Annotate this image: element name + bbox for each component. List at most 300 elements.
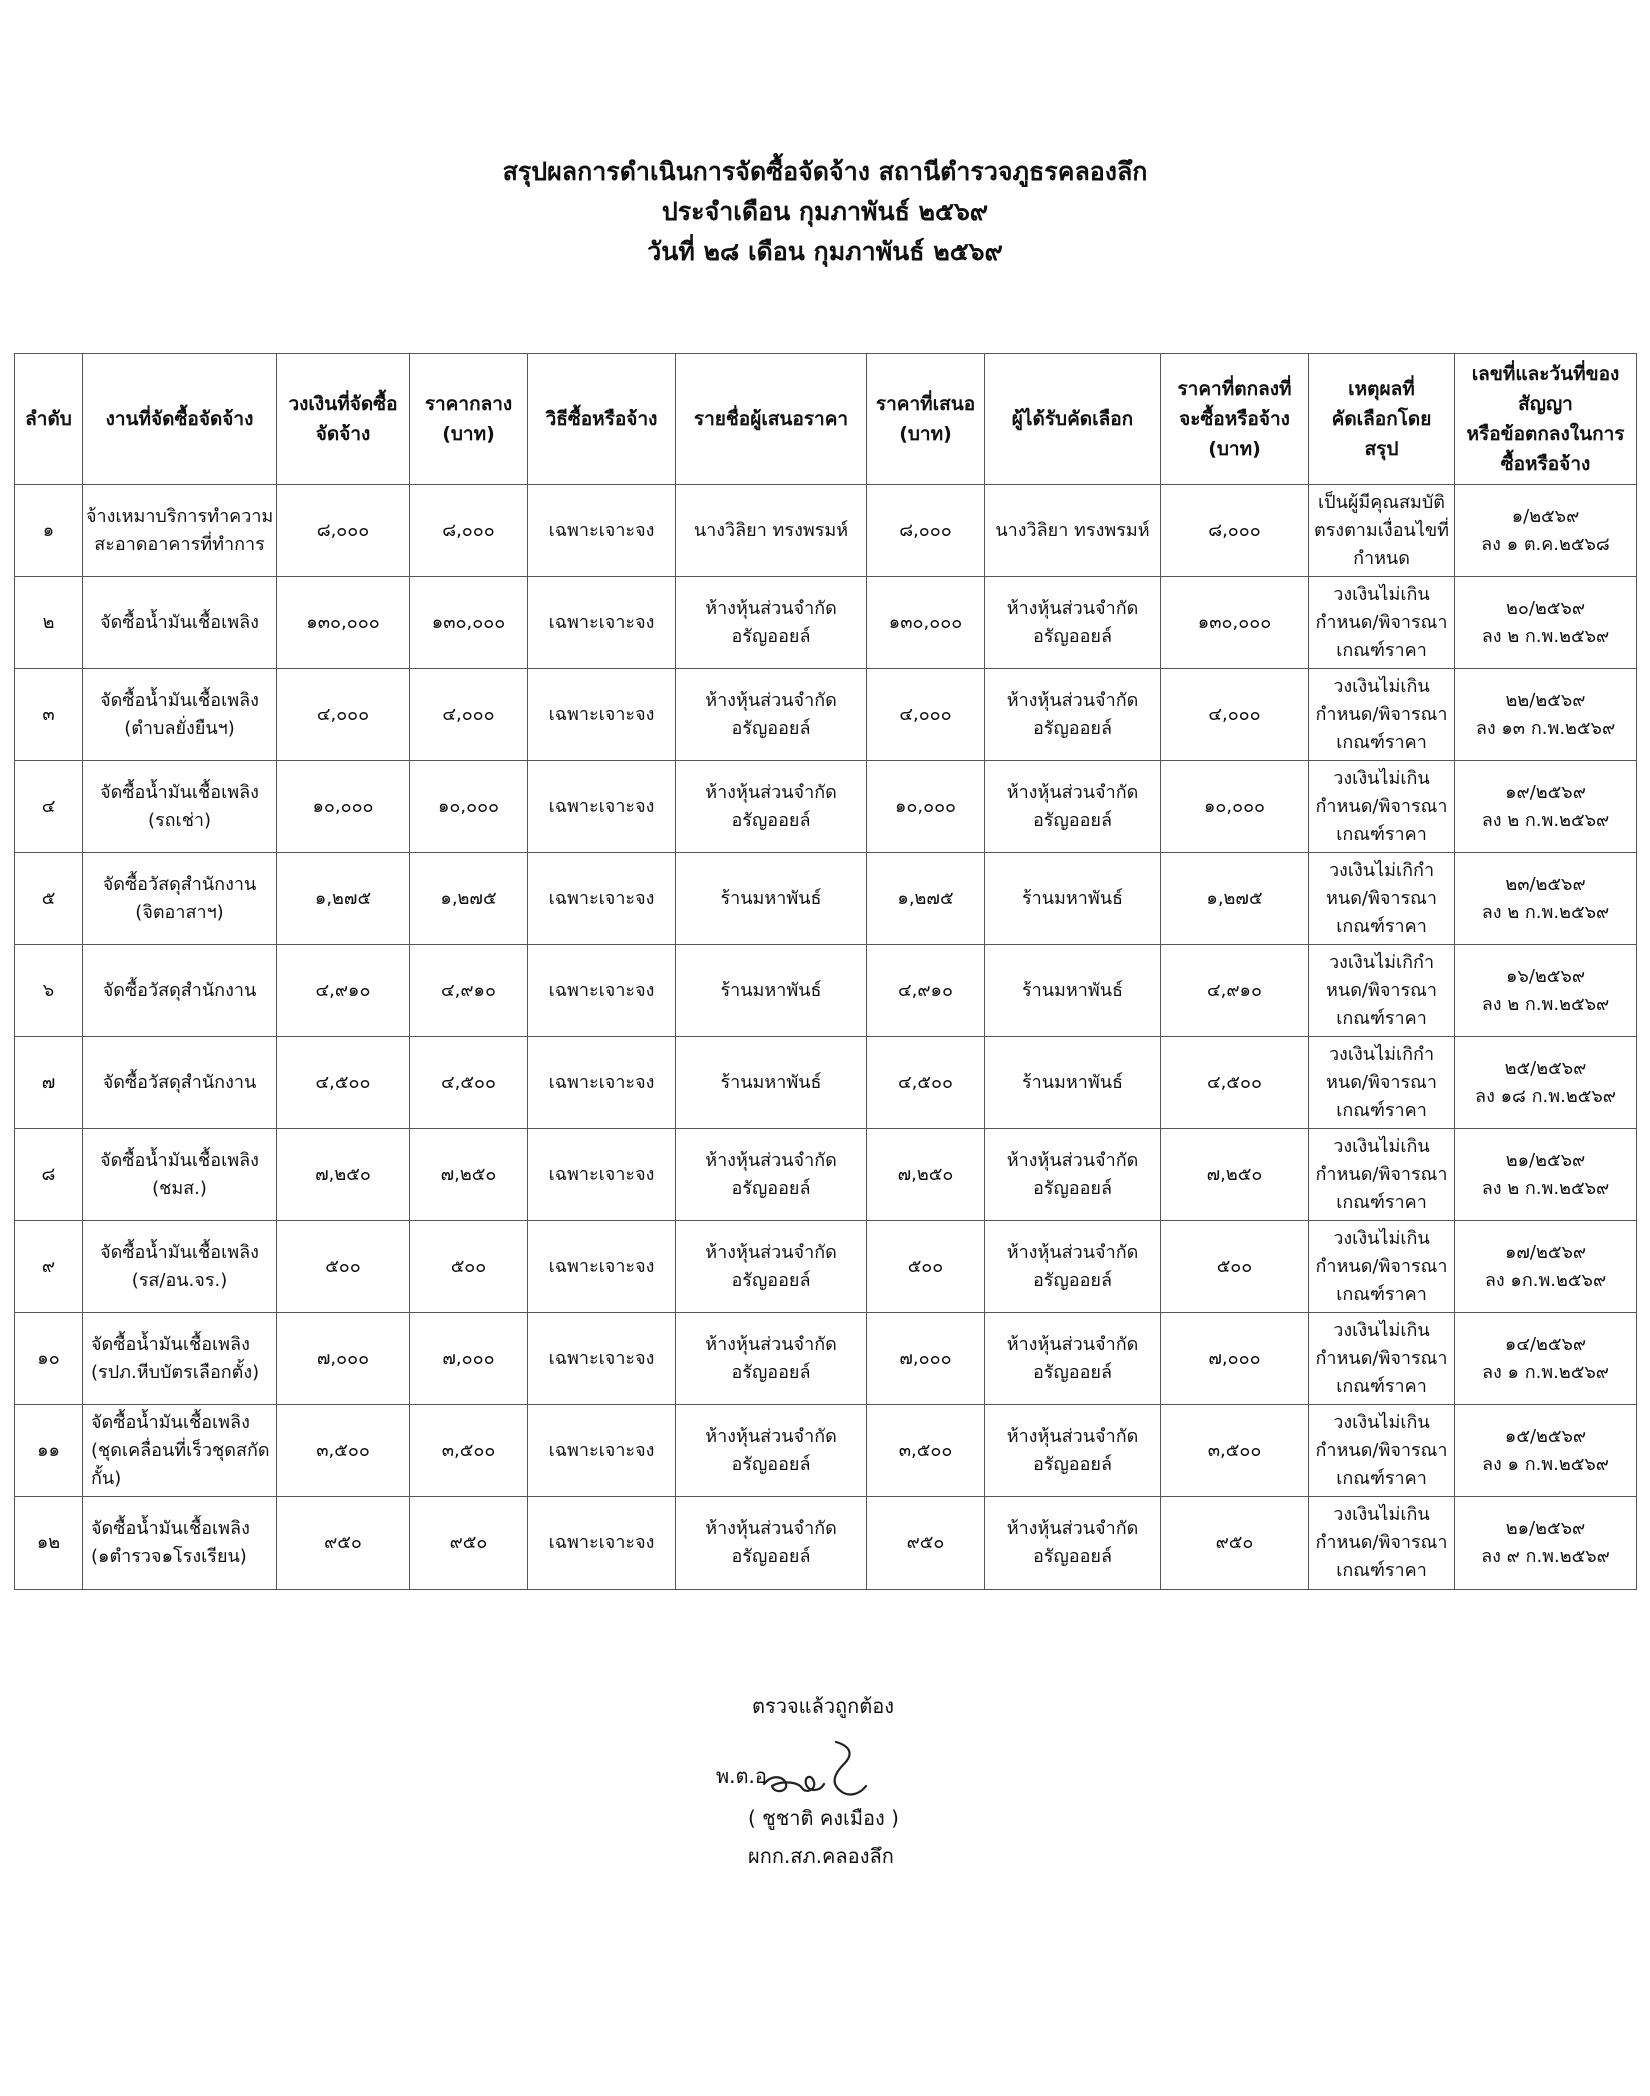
signer-rank: พ.ต.อ bbox=[716, 1764, 767, 1788]
cell-winner bbox=[985, 485, 1161, 577]
cell-reason-line: กำหนด/พิจารณา bbox=[1315, 703, 1448, 725]
cell-median-price: ๑,๒๗๕ bbox=[410, 853, 528, 945]
cell-contract-line: ลง ๒ ก.พ.๒๕๖๙ bbox=[1481, 809, 1610, 831]
cell-winner-line: ห้างหุ้นส่วนจำกัด bbox=[1006, 1425, 1139, 1447]
header-line: (บาท) bbox=[442, 423, 495, 445]
cell-item bbox=[83, 1221, 277, 1313]
cell-method: เฉพาะเจาะจง bbox=[528, 1221, 676, 1313]
cell-reason-line: วงเงินไม่เกิน bbox=[1333, 1135, 1430, 1157]
cell-contract-line: ลง ๒ ก.พ.๒๕๖๙ bbox=[1481, 901, 1610, 923]
cell-item-line: (ชมส.) bbox=[152, 1177, 207, 1199]
cell-winner bbox=[985, 945, 1161, 1037]
cell-item-line: (ชุดเคลื่อนที่เร็วชุดสกัด bbox=[91, 1439, 270, 1461]
cell-bid-price: ๑,๒๗๕ bbox=[867, 853, 985, 945]
cell-contract-line: ลง ๑ก.พ.๒๕๖๙ bbox=[1484, 1269, 1607, 1291]
cell-winner-line: ร้านมหาพันธ์ bbox=[1021, 1071, 1124, 1093]
cell-bidder-line: ห้างหุ้นส่วนจำกัด bbox=[705, 1518, 837, 1539]
header-line: (บาท) bbox=[899, 423, 952, 445]
cell-contract-line: ๒๓/๒๕๖๙ bbox=[1505, 873, 1586, 895]
cell-method: เฉพาะเจาะจง bbox=[528, 1037, 676, 1129]
cell-no: ๖ bbox=[15, 945, 83, 1037]
cell-bidder-line: ห้างหุ้นส่วนจำกัด bbox=[705, 1425, 837, 1447]
cell-item-line: (๑ตำรวจ๑โรงเรียน) bbox=[91, 1546, 247, 1567]
cell-item bbox=[83, 1129, 277, 1221]
cell-no: ๑ bbox=[15, 485, 83, 577]
cell-bidder-line: ร้านมหาพันธ์ bbox=[720, 1071, 822, 1093]
header-line: ราคาที่ตกลงที่ bbox=[1177, 378, 1292, 400]
cell-bid-price: ๓,๕๐๐ bbox=[867, 1405, 985, 1497]
cell-method: เฉพาะเจาะจง bbox=[528, 761, 676, 853]
cell-reason-line: กำหนด/พิจารณา bbox=[1315, 795, 1448, 817]
cell-contract-line: ลง ๑ ต.ค.๒๕๖๘ bbox=[1481, 533, 1610, 555]
cell-reason-line: กำหนด/พิจารณา bbox=[1315, 1255, 1448, 1277]
table-row bbox=[15, 577, 1637, 669]
cell-bidder bbox=[676, 485, 867, 577]
cell-contract-line: ลง ๒ ก.พ.๒๕๖๙ bbox=[1481, 1177, 1610, 1199]
cell-contract bbox=[1455, 1313, 1637, 1405]
table-row bbox=[15, 1313, 1637, 1405]
cell-reason-line: เกณฑ์ราคา bbox=[1336, 1375, 1427, 1397]
cell-median-price: ๓,๕๐๐ bbox=[410, 1405, 528, 1497]
cell-contract bbox=[1455, 577, 1637, 669]
cell-item bbox=[83, 577, 277, 669]
cell-winner-line: อรัญออยล์ bbox=[1032, 717, 1112, 739]
cell-budget: ๗,๐๐๐ bbox=[277, 1313, 410, 1405]
header-line: คัดเลือกโดย bbox=[1331, 408, 1432, 430]
cell-reason-line: หนด/พิจารณา bbox=[1326, 1071, 1437, 1093]
cell-winner-line: ห้างหุ้นส่วนจำกัด bbox=[1006, 1149, 1139, 1171]
cell-agreed-price: ๑๐,๐๐๐ bbox=[1161, 761, 1309, 853]
cell-contract-line: ๑๙/๒๕๖๙ bbox=[1505, 781, 1586, 803]
cell-bid-price: ๑๓๐,๐๐๐ bbox=[867, 577, 985, 669]
cell-winner-line: ห้างหุ้นส่วนจำกัด bbox=[1006, 781, 1139, 803]
table-header-row bbox=[15, 354, 1637, 485]
cell-item-line: จัดซื้อน้ำมันเชื้อเพลิง bbox=[100, 781, 259, 803]
cell-contract-line: ลง ๑๓ ก.พ.๒๕๖๙ bbox=[1475, 717, 1616, 739]
cell-contract-line: ๑๕/๒๕๖๙ bbox=[1504, 1425, 1587, 1447]
cell-bidder bbox=[676, 761, 867, 853]
cell-agreed-price: ๘,๐๐๐ bbox=[1161, 485, 1309, 577]
cell-method: เฉพาะเจาะจง bbox=[528, 577, 676, 669]
cell-item bbox=[83, 1037, 277, 1129]
cell-contract-line: ลง ๒ ก.พ.๒๕๖๙ bbox=[1481, 625, 1610, 647]
cell-winner bbox=[985, 1313, 1161, 1405]
handwritten-signature bbox=[758, 1736, 888, 1806]
cell-reason-line: เกณฑ์ราคา bbox=[1336, 1467, 1427, 1489]
cell-budget: ๑๓๐,๐๐๐ bbox=[277, 577, 410, 669]
cell-bidder bbox=[676, 1313, 867, 1405]
cell-item-line: (รถเช่า) bbox=[147, 809, 212, 831]
cell-bid-price: ๕๐๐ bbox=[867, 1221, 985, 1313]
cell-contract bbox=[1455, 669, 1637, 761]
header-line: (บาท) bbox=[1208, 438, 1261, 460]
cell-reason-line: ตรงตามเงื่อนไขที่ bbox=[1313, 519, 1450, 541]
cell-bidder bbox=[676, 577, 867, 669]
cell-winner-line: อรัญออยล์ bbox=[1032, 1546, 1112, 1567]
cell-reason bbox=[1309, 1405, 1455, 1497]
cell-bidder bbox=[676, 669, 867, 761]
cell-reason-line: เกณฑ์ราคา bbox=[1336, 1560, 1427, 1581]
cell-item bbox=[83, 761, 277, 853]
cell-reason-line: เกณฑ์ราคา bbox=[1336, 1191, 1427, 1213]
cell-winner-line: อรัญออยล์ bbox=[1032, 1177, 1112, 1199]
procurement-table bbox=[14, 353, 1637, 1590]
document-subtitle-month: ประจำเดือน กุมภาพันธ์ ๒๕๖๙ bbox=[661, 197, 989, 226]
cell-contract bbox=[1455, 1037, 1637, 1129]
document-date: วันที่ ๒๘ เดือน กุมภาพันธ์ ๒๕๖๙ bbox=[647, 237, 1003, 266]
cell-agreed-price: ๗,๒๕๐ bbox=[1161, 1129, 1309, 1221]
cell-reason-line: วงเงินไม่เกิน bbox=[1333, 1504, 1430, 1525]
cell-winner-line: อรัญออยล์ bbox=[1032, 625, 1112, 647]
cell-bidder-line: ร้านมหาพันธ์ bbox=[720, 887, 822, 909]
cell-item-line: จัดซื้อน้ำมันเชื้อเพลิง bbox=[100, 1241, 259, 1263]
cell-item-line: จัดซื้อน้ำมันเชื้อเพลิง bbox=[100, 611, 259, 633]
cell-item-line: จ้างเหมาบริการทำความ bbox=[86, 505, 274, 527]
cell-winner bbox=[985, 1221, 1161, 1313]
header-line: ราคาที่เสนอ bbox=[875, 393, 976, 415]
cell-reason-line: วงเงินไม่เกิกำ bbox=[1328, 1043, 1435, 1065]
cell-reason bbox=[1309, 669, 1455, 761]
cell-bid-price: ๑๐,๐๐๐ bbox=[867, 761, 985, 853]
cell-bidder bbox=[676, 1129, 867, 1221]
cell-reason bbox=[1309, 1221, 1455, 1313]
cell-contract-line: ๑๖/๒๕๖๙ bbox=[1505, 965, 1585, 987]
header-line: หรือข้อตกลงในการ bbox=[1466, 423, 1625, 445]
cell-reason bbox=[1309, 485, 1455, 577]
cell-agreed-price: ๔,๐๐๐ bbox=[1161, 669, 1309, 761]
cell-bidder-line: ห้างหุ้นส่วนจำกัด bbox=[705, 781, 837, 803]
cell-contract-line: ๑๔/๒๕๖๙ bbox=[1504, 1333, 1587, 1355]
signer-name: ( ชูชาติ คงเมือง ) bbox=[748, 1806, 899, 1830]
cell-winner-line: อรัญออยล์ bbox=[1032, 1269, 1112, 1291]
cell-contract-line: ๑/๒๕๖๙ bbox=[1511, 505, 1580, 527]
verified-text: ตรวจแล้วถูกต้อง bbox=[752, 1694, 895, 1718]
cell-contract bbox=[1455, 1497, 1637, 1590]
cell-reason-line: กำหนด/พิจารณา bbox=[1315, 1439, 1448, 1461]
cell-reason bbox=[1309, 1313, 1455, 1405]
document-title: สรุปผลการดำเนินการจัดซื้อจัดจ้าง สถานีตำรวจภูธรคลองลึก bbox=[502, 157, 1148, 186]
cell-no: ๕ bbox=[15, 853, 83, 945]
cell-winner-line: ร้านมหาพันธ์ bbox=[1021, 887, 1124, 909]
cell-budget: ๔,๐๐๐ bbox=[277, 669, 410, 761]
table-row bbox=[15, 1129, 1637, 1221]
header-reason bbox=[1309, 354, 1455, 485]
header-line: เลขที่และวันที่ของ bbox=[1471, 363, 1620, 385]
header-line: ผู้ได้รับคัดเลือก bbox=[1011, 408, 1134, 430]
header-no bbox=[15, 354, 83, 485]
cell-method: เฉพาะเจาะจง bbox=[528, 669, 676, 761]
cell-reason bbox=[1309, 945, 1455, 1037]
cell-item bbox=[83, 485, 277, 577]
cell-bidder-line: อรัญออยล์ bbox=[731, 1453, 811, 1475]
cell-bidder-line: นางวิลิยา ทรงพรมห์ bbox=[693, 519, 849, 541]
cell-item bbox=[83, 853, 277, 945]
cell-bidder bbox=[676, 945, 867, 1037]
cell-method: เฉพาะเจาะจง bbox=[528, 1497, 676, 1590]
cell-reason-line: เกณฑ์ราคา bbox=[1336, 915, 1427, 937]
cell-winner bbox=[985, 761, 1161, 853]
cell-reason-line: วงเงินไม่เกิน bbox=[1333, 767, 1430, 789]
cell-bidder-line: ห้างหุ้นส่วนจำกัด bbox=[705, 1149, 837, 1171]
cell-item bbox=[83, 1313, 277, 1405]
cell-contract bbox=[1455, 1129, 1637, 1221]
cell-reason-line: กำหนด/พิจารณา bbox=[1315, 1163, 1448, 1185]
cell-item-line: สะอาดอาคารที่ทำการ bbox=[94, 533, 265, 555]
cell-reason bbox=[1309, 577, 1455, 669]
cell-bid-price: ๘,๐๐๐ bbox=[867, 485, 985, 577]
cell-method: เฉพาะเจาะจง bbox=[528, 1313, 676, 1405]
cell-contract bbox=[1455, 1405, 1637, 1497]
header-line: จะซื้อหรือจ้าง bbox=[1179, 408, 1290, 430]
cell-bidder-line: อรัญออยล์ bbox=[731, 1177, 811, 1199]
cell-bidder-line: อรัญออยล์ bbox=[731, 1361, 811, 1383]
cell-reason bbox=[1309, 853, 1455, 945]
cell-budget: ๗,๒๕๐ bbox=[277, 1129, 410, 1221]
cell-contract-line: ๒๑/๒๕๖๙ bbox=[1505, 1518, 1586, 1539]
cell-budget: ๕๐๐ bbox=[277, 1221, 410, 1313]
cell-contract-line: ๒๐/๒๕๖๙ bbox=[1505, 597, 1585, 619]
cell-item bbox=[83, 945, 277, 1037]
header-agreed-price bbox=[1161, 354, 1309, 485]
header-budget bbox=[277, 354, 410, 485]
cell-median-price: ๗,๐๐๐ bbox=[410, 1313, 528, 1405]
cell-item-line: จัดซื้อวัสดุสำนักงาน bbox=[102, 1071, 257, 1093]
cell-median-price: ๔,๕๐๐ bbox=[410, 1037, 528, 1129]
header-bid-price bbox=[867, 354, 985, 485]
cell-bidder bbox=[676, 1405, 867, 1497]
cell-contract bbox=[1455, 1221, 1637, 1313]
cell-agreed-price: ๔,๕๐๐ bbox=[1161, 1037, 1309, 1129]
cell-no: ๘ bbox=[15, 1129, 83, 1221]
cell-item-line: (ตำบลยั่งยืนฯ) bbox=[124, 717, 235, 739]
cell-item-line: จัดซื้อน้ำมันเชื้อเพลิง bbox=[91, 1333, 250, 1355]
cell-bid-price: ๙๕๐ bbox=[867, 1497, 985, 1590]
header-item bbox=[83, 354, 277, 485]
cell-reason bbox=[1309, 1497, 1455, 1590]
table-row bbox=[15, 945, 1637, 1037]
cell-item-line: จัดซื้อน้ำมันเชื้อเพลิง bbox=[91, 1518, 250, 1539]
cell-item-line: จัดซื้อวัสดุสำนักงาน bbox=[102, 979, 257, 1001]
table-row bbox=[15, 761, 1637, 853]
table-body bbox=[15, 485, 1637, 1590]
header-line: จัดจ้าง bbox=[315, 423, 371, 445]
header-line: งานที่จัดซื้อจัดจ้าง bbox=[105, 408, 254, 430]
header-line: ซื้อหรือจ้าง bbox=[1500, 453, 1591, 475]
table-row bbox=[15, 1037, 1637, 1129]
cell-reason bbox=[1309, 1037, 1455, 1129]
cell-bidder-line: อรัญออยล์ bbox=[731, 717, 811, 739]
cell-bidder-line: อรัญออยล์ bbox=[731, 1269, 811, 1291]
header-line: วิธีซื้อหรือจ้าง bbox=[545, 408, 658, 430]
cell-budget: ๓,๕๐๐ bbox=[277, 1405, 410, 1497]
cell-item bbox=[83, 1405, 277, 1497]
cell-winner bbox=[985, 1129, 1161, 1221]
cell-contract-line: ๑๗/๒๕๖๙ bbox=[1504, 1241, 1587, 1263]
cell-contract bbox=[1455, 853, 1637, 945]
cell-bid-price: ๗,๐๐๐ bbox=[867, 1313, 985, 1405]
cell-median-price: ๕๐๐ bbox=[410, 1221, 528, 1313]
cell-budget: ๘,๐๐๐ bbox=[277, 485, 410, 577]
cell-median-price: ๑๓๐,๐๐๐ bbox=[410, 577, 528, 669]
cell-item-line: (รปภ.หีบบัตรเลือกตั้ง) bbox=[91, 1361, 260, 1383]
cell-bidder bbox=[676, 1497, 867, 1590]
cell-method: เฉพาะเจาะจง bbox=[528, 485, 676, 577]
cell-bidder bbox=[676, 1221, 867, 1313]
cell-no: ๙ bbox=[15, 1221, 83, 1313]
cell-reason-line: กำหนด bbox=[1353, 547, 1410, 569]
cell-budget: ๔,๕๐๐ bbox=[277, 1037, 410, 1129]
cell-winner-line: อรัญออยล์ bbox=[1032, 809, 1112, 831]
cell-winner-line: ห้างหุ้นส่วนจำกัด bbox=[1006, 1241, 1139, 1263]
cell-winner-line: ห้างหุ้นส่วนจำกัด bbox=[1006, 597, 1139, 619]
cell-winner bbox=[985, 577, 1161, 669]
cell-item-line: กั้น) bbox=[91, 1467, 122, 1489]
cell-reason-line: กำหนด/พิจารณา bbox=[1315, 1532, 1448, 1553]
cell-reason-line: วงเงินไม่เกิน bbox=[1333, 583, 1430, 605]
cell-item bbox=[83, 669, 277, 761]
cell-contract-line: ๒๒/๒๕๖๙ bbox=[1505, 689, 1586, 711]
cell-bid-price: ๗,๒๕๐ bbox=[867, 1129, 985, 1221]
cell-reason-line: เกณฑ์ราคา bbox=[1336, 639, 1427, 661]
cell-bidder-line: อรัญออยล์ bbox=[731, 625, 811, 647]
cell-method: เฉพาะเจาะจง bbox=[528, 853, 676, 945]
cell-agreed-price: ๑,๒๗๕ bbox=[1161, 853, 1309, 945]
cell-reason-line: วงเงินไม่เกิน bbox=[1333, 1319, 1430, 1341]
cell-reason-line: เกณฑ์ราคา bbox=[1336, 731, 1427, 753]
header-line: รายชื่อผู้เสนอราคา bbox=[693, 408, 849, 430]
header-line: สรุป bbox=[1364, 438, 1399, 460]
cell-bidder-line: ห้างหุ้นส่วนจำกัด bbox=[705, 1241, 837, 1263]
cell-no: ๑๒ bbox=[15, 1497, 83, 1590]
cell-bidder-line: อรัญออยล์ bbox=[731, 1546, 811, 1567]
table-row bbox=[15, 669, 1637, 761]
cell-reason-line: วงเงินไม่เกิกำ bbox=[1328, 951, 1435, 973]
cell-agreed-price: ๔,๙๑๐ bbox=[1161, 945, 1309, 1037]
cell-median-price: ๙๕๐ bbox=[410, 1497, 528, 1590]
table-row bbox=[15, 1497, 1637, 1590]
header-line: ลำดับ bbox=[25, 408, 72, 430]
cell-winner bbox=[985, 853, 1161, 945]
cell-reason-line: วงเงินไม่เกิกำ bbox=[1328, 859, 1435, 881]
table-row bbox=[15, 853, 1637, 945]
cell-item-line: (รส/อน.จร.) bbox=[131, 1269, 228, 1291]
cell-median-price: ๔,๙๑๐ bbox=[410, 945, 528, 1037]
cell-winner-line: อรัญออยล์ bbox=[1032, 1361, 1112, 1383]
cell-reason-line: กำหนด/พิจารณา bbox=[1315, 1347, 1448, 1369]
cell-no: ๒ bbox=[15, 577, 83, 669]
header-winner bbox=[985, 354, 1161, 485]
cell-bid-price: ๔,๐๐๐ bbox=[867, 669, 985, 761]
cell-median-price: ๑๐,๐๐๐ bbox=[410, 761, 528, 853]
cell-reason-line: เกณฑ์ราคา bbox=[1336, 1099, 1427, 1121]
cell-contract-line: ลง ๑๘ ก.พ.๒๕๖๙ bbox=[1475, 1085, 1616, 1107]
cell-item-line: จัดซื้อน้ำมันเชื้อเพลิง bbox=[91, 1411, 250, 1433]
cell-method: เฉพาะเจาะจง bbox=[528, 1129, 676, 1221]
cell-reason-line: วงเงินไม่เกิน bbox=[1333, 1411, 1430, 1433]
cell-budget: ๙๕๐ bbox=[277, 1497, 410, 1590]
cell-reason-line: วงเงินไม่เกิน bbox=[1333, 1227, 1430, 1249]
table-row bbox=[15, 1405, 1637, 1497]
header-line: สัญญา bbox=[1518, 393, 1573, 415]
cell-winner-line: นางวิลิยา ทรงพรมห์ bbox=[995, 519, 1150, 541]
header-bidders bbox=[676, 354, 867, 485]
cell-contract bbox=[1455, 485, 1637, 577]
cell-budget: ๔,๙๑๐ bbox=[277, 945, 410, 1037]
cell-reason-line: เกณฑ์ราคา bbox=[1336, 1283, 1427, 1305]
cell-reason-line: กำหนด/พิจารณา bbox=[1315, 611, 1448, 633]
header-method bbox=[528, 354, 676, 485]
cell-bidder bbox=[676, 853, 867, 945]
cell-reason-line: หนด/พิจารณา bbox=[1326, 979, 1437, 1001]
cell-bid-price: ๔,๕๐๐ bbox=[867, 1037, 985, 1129]
cell-reason-line: วงเงินไม่เกิน bbox=[1333, 675, 1430, 697]
cell-method: เฉพาะเจาะจง bbox=[528, 945, 676, 1037]
table-row bbox=[15, 1221, 1637, 1313]
header-line: วงเงินที่จัดซื้อ bbox=[288, 393, 398, 415]
cell-winner-line: ร้านมหาพันธ์ bbox=[1021, 979, 1124, 1001]
cell-item-line: (จิตอาสาฯ) bbox=[135, 901, 224, 923]
cell-contract-line: ลง ๒ ก.พ.๒๕๖๙ bbox=[1481, 993, 1610, 1015]
cell-reason-line: เกณฑ์ราคา bbox=[1336, 823, 1427, 845]
cell-contract-line: ลง ๑ ก.พ.๒๕๖๙ bbox=[1482, 1361, 1609, 1383]
cell-winner-line: ห้างหุ้นส่วนจำกัด bbox=[1006, 1333, 1139, 1355]
cell-reason-line: เป็นผู้มีคุณสมบัติ bbox=[1317, 491, 1445, 513]
cell-agreed-price: ๓,๕๐๐ bbox=[1161, 1405, 1309, 1497]
cell-item-line: จัดซื้อน้ำมันเชื้อเพลิง bbox=[100, 689, 259, 711]
cell-winner bbox=[985, 1497, 1161, 1590]
cell-reason-line: หนด/พิจารณา bbox=[1326, 887, 1437, 909]
cell-item-line: จัดซื้อวัสดุสำนักงาน bbox=[102, 873, 257, 895]
cell-winner bbox=[985, 1037, 1161, 1129]
cell-median-price: ๗,๒๕๐ bbox=[410, 1129, 528, 1221]
cell-agreed-price: ๕๐๐ bbox=[1161, 1221, 1309, 1313]
cell-item-line: จัดซื้อน้ำมันเชื้อเพลิง bbox=[100, 1149, 259, 1171]
cell-bidder bbox=[676, 1037, 867, 1129]
cell-winner bbox=[985, 1405, 1161, 1497]
signer-position: ผกก.สภ.คลองลึก bbox=[748, 1844, 894, 1868]
cell-agreed-price: ๙๕๐ bbox=[1161, 1497, 1309, 1590]
header-line: ราคากลาง bbox=[424, 393, 513, 415]
cell-contract-line: ๒๑/๒๕๖๙ bbox=[1505, 1149, 1586, 1171]
cell-no: ๑๑ bbox=[15, 1405, 83, 1497]
cell-contract-line: ลง ๑ ก.พ.๒๕๖๙ bbox=[1482, 1453, 1609, 1475]
cell-bid-price: ๔,๙๑๐ bbox=[867, 945, 985, 1037]
cell-bidder-line: ห้างหุ้นส่วนจำกัด bbox=[705, 1333, 837, 1355]
cell-no: ๔ bbox=[15, 761, 83, 853]
header-contract bbox=[1455, 354, 1637, 485]
cell-contract bbox=[1455, 945, 1637, 1037]
header-median-price bbox=[410, 354, 528, 485]
document-header bbox=[0, 152, 1650, 272]
cell-bidder-line: อรัญออยล์ bbox=[731, 809, 811, 831]
cell-bidder-line: ห้างหุ้นส่วนจำกัด bbox=[705, 597, 837, 619]
cell-median-price: ๔,๐๐๐ bbox=[410, 669, 528, 761]
table-row bbox=[15, 485, 1637, 577]
cell-contract-line: ลง ๙ ก.พ.๒๕๖๙ bbox=[1481, 1546, 1610, 1567]
cell-reason bbox=[1309, 1129, 1455, 1221]
cell-agreed-price: ๗,๐๐๐ bbox=[1161, 1313, 1309, 1405]
cell-budget: ๑,๒๗๕ bbox=[277, 853, 410, 945]
cell-contract-line: ๒๕/๒๕๖๙ bbox=[1504, 1057, 1587, 1079]
cell-winner-line: ห้างหุ้นส่วนจำกัด bbox=[1006, 689, 1139, 711]
cell-budget: ๑๐,๐๐๐ bbox=[277, 761, 410, 853]
cell-winner-line: ห้างหุ้นส่วนจำกัด bbox=[1006, 1518, 1139, 1539]
cell-median-price: ๘,๐๐๐ bbox=[410, 485, 528, 577]
cell-no: ๑๐ bbox=[15, 1313, 83, 1405]
cell-no: ๗ bbox=[15, 1037, 83, 1129]
header-line: เหตุผลที่ bbox=[1348, 378, 1415, 400]
cell-reason bbox=[1309, 761, 1455, 853]
